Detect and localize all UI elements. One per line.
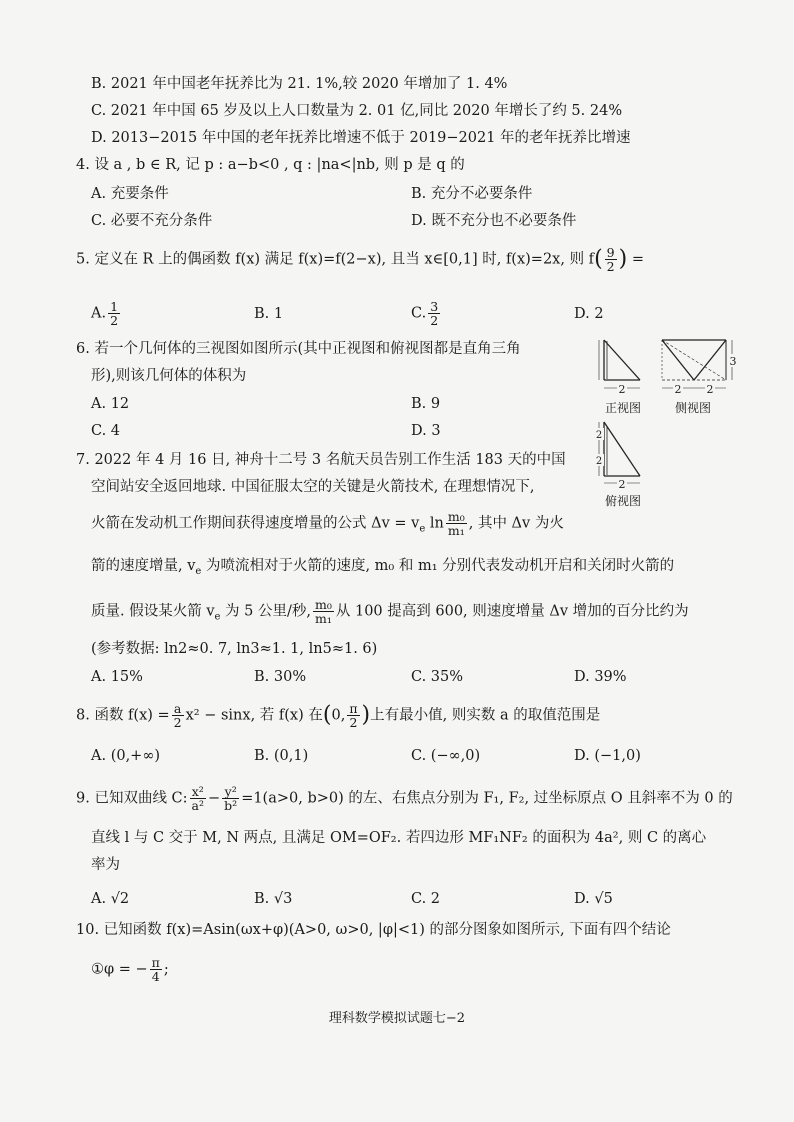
q5-stem: 5. 定义在 R 上的偶函数 f(x) 满足 f(x)=f(2−x), 且当 x∈[0,1] 时, f(x)=2x, 则 f( $\frac{9}{2}$ ) = (76, 245, 644, 275)
q7-option-b: B. 30% (254, 669, 307, 685)
q8-option-d: D. (−1,0) (574, 748, 641, 764)
q5-a-label: A. (91, 305, 107, 322)
q6-option-a: A. 12 (91, 396, 130, 412)
q8-option-a: A. (0,+∞) (91, 748, 161, 764)
q4-option-b: B. 充分不必要条件 (411, 186, 533, 202)
q9-f1-num: x² (190, 785, 206, 799)
q10-c1-b: ; (163, 961, 169, 978)
q9-option-d: D. √5 (574, 891, 613, 907)
q7-line1: 7. 2022 年 4 月 16 日, 神舟十二号 3 名航天员告别工作生活 183 天的中国 (76, 452, 566, 468)
q7-line3-num: m₀ (447, 509, 465, 524)
q4-option-d: D. 既不充分也不必要条件 (411, 213, 577, 229)
q8-stem-a: 8. 函数 f(x) = (76, 707, 170, 724)
q5-stem-text: 5. 定义在 R 上的偶函数 f(x) 满足 f(x)=f(2−x), 且当 x∈[0,1] 时, f(x)=2x, 则 f (76, 251, 595, 268)
q9-stem-a: 9. 已知双曲线 C: (76, 790, 188, 807)
q5-tail: = (631, 251, 644, 268)
q3-option-b: B. 2021 年中国老年抚养比为 21. 1%,较 2020 年增加了 1. 4% (91, 76, 508, 92)
q7-line5-sub: e (214, 611, 221, 623)
q8-stem-c: 上有最小值, 则实数 a 的取值范围是 (370, 707, 601, 724)
q7-line3-sub: e (419, 523, 426, 535)
q8-int-den: 2 (349, 715, 358, 731)
q10-c1-den: 4 (151, 969, 160, 985)
page-footer: 理科数学模拟试题七−2 (328, 1011, 466, 1026)
q7-line3-den: m₁ (447, 523, 465, 539)
q9-f2-den: b² (224, 798, 238, 814)
q8-den: 2 (173, 715, 182, 731)
q6-line2: 形),则该几何体的体积为 (91, 368, 247, 384)
side-view-figure (656, 336, 740, 398)
q8-int-num: π (349, 701, 358, 716)
front-view-caption: 正视图 (605, 401, 642, 415)
q9-line3: 率为 (91, 857, 120, 873)
q7-line3 (91, 510, 564, 537)
q4-option-a: A. 充要条件 (91, 186, 169, 202)
front-view-figure (596, 336, 648, 398)
top-view-caption: 俯视图 (605, 494, 642, 508)
side-view-dim-2a: 2 (674, 383, 682, 396)
q7-line3b: ln (425, 515, 444, 532)
q6-option-c: C. 4 (91, 423, 121, 439)
q7-option-a: A. 15% (91, 669, 143, 685)
q7-line4b: 为喷流相对于火箭的速度, m₀ 和 m₁ 分别代表发动机开启和关闭时火箭的 (201, 558, 675, 574)
q9-option-c: C. 2 (411, 891, 441, 907)
top-view-figure (596, 418, 648, 490)
q7-option-c: C. 35% (411, 669, 464, 685)
q8-stem-b: x² − sinx, 若 f(x) 在 (185, 707, 323, 724)
q7-line3c: , 其中 Δv 为火 (468, 515, 564, 532)
q7-option-d: D. 39% (574, 669, 627, 685)
q7-line2: 空间站安全返回地球. 中国征服太空的关键是火箭技术, 在理想情况下, (91, 479, 535, 495)
q7-line5 (91, 598, 689, 625)
q7-line6: (参考数据: ln2≈0. 7, ln3≈1. 1, ln5≈1. 6) (91, 641, 378, 657)
q10-c1-a: ①φ = − (91, 961, 148, 978)
q4-option-c: C. 必要不充分条件 (91, 213, 213, 229)
q7-line5-num: m₀ (315, 597, 332, 612)
q9-f1-den: a² (191, 798, 205, 814)
q9-stem-b: =1(a>0, b>0) 的左、右焦点分别为 F₁, F₂, 过坐标原点 O 且斜率不为 0 的 (241, 790, 733, 807)
q5-a-num: 1 (110, 299, 119, 314)
q8-int-left: 0, (331, 707, 346, 724)
q5-c-den: 2 (430, 313, 439, 329)
q7-line5a: 质量. 假设某火箭 v (91, 603, 215, 620)
q7-line5c: 从 100 提高到 600, 则速度增量 Δv 增加的百分比约为 (335, 603, 689, 620)
q7-line3a: 火箭在发动机工作期间获得速度增量的公式 Δv = v (91, 515, 420, 532)
q8-option-b: B. (0,1) (254, 748, 309, 764)
q9-stem (76, 785, 733, 812)
q3-option-c: C. 2021 年中国 65 岁及以上人口数量为 2. 01 亿,同比 2020 年增长了约 5. 24% (91, 103, 623, 119)
q10-c1-num: π (151, 955, 160, 970)
q6-option-b: B. 9 (411, 396, 441, 412)
q5-option-b: B. 1 (254, 306, 284, 322)
side-view-dim-3: 3 (729, 355, 737, 368)
q4-stem: 4. 设 a , b ∈ R, 记 p : a−b<0 , q : |na<|nb, 则 p 是 q 的 (76, 157, 465, 173)
q6-line1: 6. 若一个几何体的三视图如图所示(其中正视图和俯视图都是直角三角 (76, 341, 521, 357)
side-view-caption: 侧视图 (675, 401, 712, 415)
q5-c-num: 3 (430, 299, 439, 314)
q10-stem: 10. 已知函数 f(x)=Asin(ωx+φ)(A>0, ω>0, |φ|<1) 的部分图象如图所示, 下面有四个结论 (76, 922, 671, 938)
q7-line5b: 为 5 公里/秒, (220, 603, 311, 620)
top-view-dim-2b: 2 (596, 456, 603, 467)
top-view-dim-2a: 2 (596, 430, 603, 441)
q9-option-b: B. √3 (254, 891, 293, 907)
q9-line2: 直线 l 与 C 交于 M, N 两点, 且满足 OM=OF₂. 若四边形 MF₁NF₂ 的面积为 4a², 则 C 的离心 (91, 830, 707, 846)
q8-option-c: C. (−∞,0) (411, 748, 481, 764)
q7-line4a: 箭的速度增量, v (91, 558, 196, 574)
top-view-dim-2c: 2 (618, 478, 626, 490)
q5-arg-den: 2 (606, 259, 615, 275)
q5-c-label: C. (411, 305, 427, 322)
q10-conclusion-1 (91, 956, 169, 983)
q5-a-den: 2 (110, 313, 119, 329)
front-view-dim-2: 2 (618, 383, 626, 396)
q5-arg-num: 9 (606, 245, 615, 260)
q7-line5-den: m₁ (315, 611, 332, 627)
q8-stem: 8. 函数 f(x) = $\frac{a}{2}$ x² − sinx, 若 f(x) 在(0, $\frac{\pi}{2}$ )上有最小值, 则实数 a 的取值范围是 (76, 701, 601, 731)
q3-option-d: D. 2013−2015 年中国的老年抚养比增速不低于 2019−2021 年的老年抚养比增速 (91, 130, 631, 146)
q7-line4-sub: e (195, 565, 202, 577)
q5-option-d: D. 2 (574, 306, 604, 322)
q9-minus: − (208, 790, 221, 807)
side-view-dim-2b: 2 (706, 383, 714, 396)
q9-f2-num: y² (222, 785, 239, 799)
q5-arg-fraction (605, 246, 617, 273)
q9-option-a: A. √2 (91, 891, 130, 907)
q8-num: a (172, 702, 184, 716)
q7-line4 (91, 558, 674, 578)
q5-option-c (411, 300, 442, 327)
q5-option-a (91, 300, 122, 327)
q6-option-d: D. 3 (411, 423, 441, 439)
